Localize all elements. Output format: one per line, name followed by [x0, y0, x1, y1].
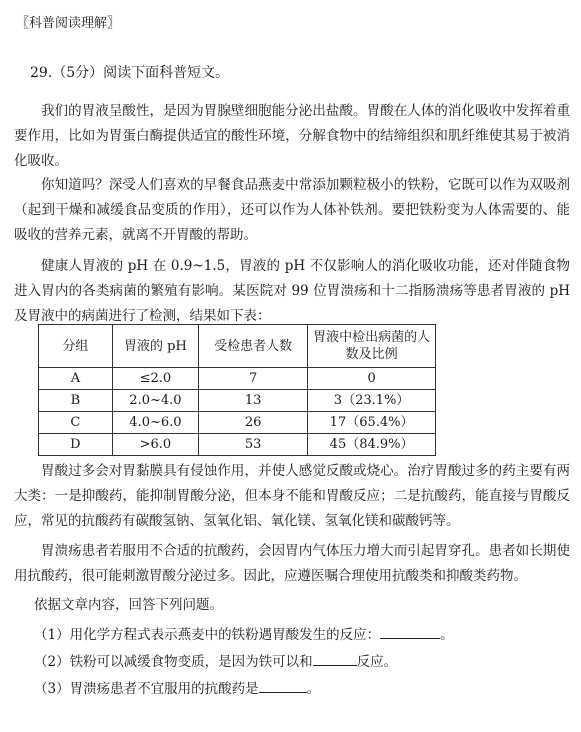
table-cell: 17（65.4%） [308, 412, 436, 434]
paragraph-ph-study: 健康人胃液的 pH 在 0.9~1.5，胃液的 pH 不仅影响人的消化吸收功能，还对伴随食物进入胃内的各类病菌的繁殖有影响。某医院对 99 位胃溃疡和十二指肠溃疡等患者胃液的 pH 及胃液中的病菌进行了检测，结果如下表： [14, 258, 570, 324]
subquestion-3-text: （3）胃溃疡患者不宜服用的抗酸药是 [34, 681, 259, 697]
table-row [39, 390, 436, 412]
subquestion-2 [34, 650, 397, 670]
table-row [39, 434, 436, 456]
table-cell: >6.0 [112, 434, 198, 456]
paragraph-ulcer-warning: 胃溃疡患者若服用不合适的抗酸药，会因胃内气体压力增大而引起胃穿孔。患者如长期使用抗酸药，很可能刺激胃酸分泌过多。因此，应遵医嘱合理使用抗酸类和抑酸类药物。 [14, 543, 570, 584]
table-cell: B [39, 390, 113, 412]
table-cell: 13 [199, 390, 308, 412]
subquestion-3-suffix: 。 [306, 681, 321, 697]
table-header-row [39, 325, 436, 368]
table-row [39, 412, 436, 434]
table-cell: 53 [199, 434, 308, 456]
table-cell: D [39, 434, 113, 456]
table-cell: 4.0~6.0 [112, 412, 198, 434]
column-header-bacteria: 胃液中检出病菌的人数及比例 [308, 325, 436, 368]
subquestion-1 [34, 623, 454, 643]
table-row [39, 368, 436, 390]
table-cell: C [39, 412, 113, 434]
answer-blank-3[interactable] [259, 679, 307, 693]
table-cell: A [39, 368, 113, 390]
section-tag: 〖科普阅读理解〗 [16, 16, 121, 31]
table-cell: 7 [199, 368, 308, 390]
table-cell: 26 [199, 412, 308, 434]
paragraph-antacids: 胃酸过多会对胃黏膜具有侵蚀作用，并使人感觉反酸或烧心。治疗胃酸过多的药主要有两大类：一是抑酸药，能抑制胃酸分泌，但本身不能和胃酸反应；二是抗酸药，能直接与胃酸反应，常见的抗酸药有碳酸氢钠、氢氧化铝、氧化镁、氢氧化镁和碳酸钙等。 [14, 463, 570, 529]
column-header-patients: 受检患者人数 [199, 325, 308, 368]
subquestion-2-text: （2）铁粉可以减缓食物变质，是因为铁可以和 [34, 654, 313, 670]
subquestion-3 [34, 677, 320, 697]
column-header-group: 分组 [39, 325, 113, 368]
results-table [38, 324, 436, 456]
table-cell: 3（23.1%） [308, 390, 436, 412]
question-title: 29.（5分）阅读下面科普短文。 [30, 65, 230, 81]
table-cell: 45（84.9%） [308, 434, 436, 456]
subquestion-1-suffix: 。 [440, 627, 454, 643]
column-header-ph: 胃液的 pH [112, 325, 198, 368]
paragraph-gastric-acid: 我们的胃液呈酸性，是因为胃腺壁细胞能分泌出盐酸。胃酸在人体的消化吸收中发挥着重要作用，比如为胃蛋白酶提供适宜的酸性环境，分解食物中的结缔组织和肌纤维使其易于被消化吸收。 [14, 103, 570, 169]
table-cell: ≤2.0 [112, 368, 198, 390]
answer-blank-2[interactable] [313, 652, 357, 666]
subquestion-2-suffix: 反应。 [356, 654, 398, 670]
subquestion-1-text: （1）用化学方程式表示燕麦中的铁粉遇胃酸发生的反应： [34, 627, 381, 643]
table-cell: 0 [308, 368, 436, 390]
instruction-line: 依据文章内容，回答下列问题。 [34, 597, 223, 613]
paragraph-iron-powder: 你知道吗？深受人们喜欢的早餐食品燕麦中常添加颗粒极小的铁粉，它既可以作为双吸剂（起到干燥和减缓食品变质的作用），还可以作为人体补铁剂。要把铁粉变为人体需要的、能吸收的营养元素，就离不开胃酸的帮助。 [14, 177, 570, 243]
answer-blank-1[interactable] [380, 625, 440, 639]
table-cell: 2.0~4.0 [112, 390, 198, 412]
